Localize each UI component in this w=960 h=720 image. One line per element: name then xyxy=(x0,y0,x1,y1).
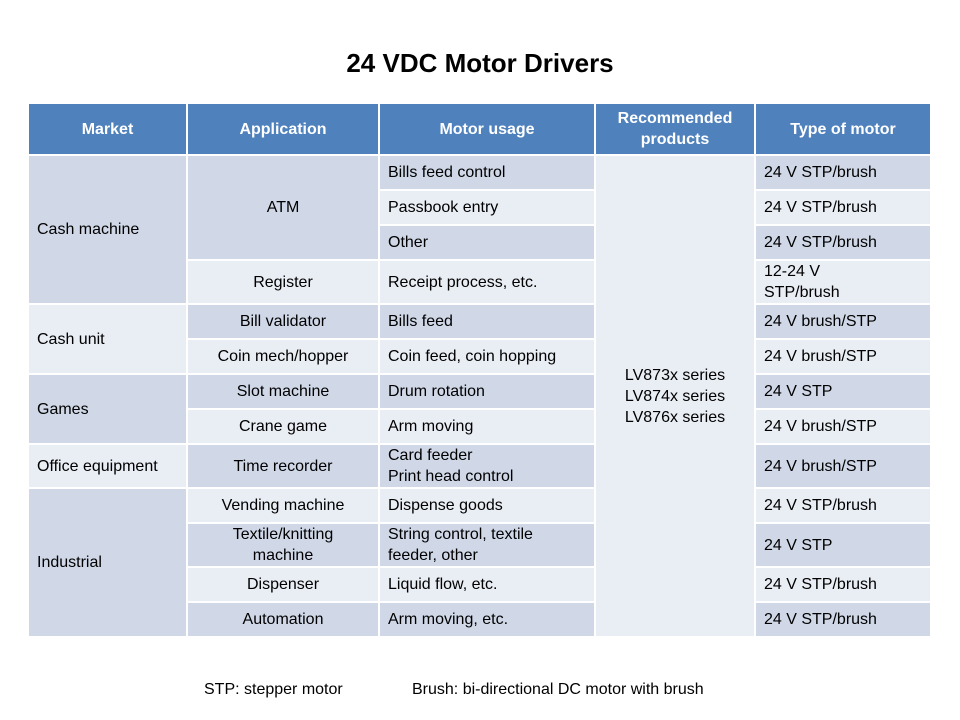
motor-type-cell: 24 V brush/STP xyxy=(755,444,931,488)
recommended-products-cell xyxy=(595,155,755,637)
usage-cell: Bills feed control xyxy=(379,155,595,190)
application-coin-mech: Coin mech/hopper xyxy=(187,339,379,374)
recommended-line2: LV874x series xyxy=(624,387,726,405)
market-office-equipment: Office equipment xyxy=(28,444,187,488)
market-cash-machine: Cash machine xyxy=(28,155,187,304)
header-application: Application xyxy=(187,103,379,155)
motor-type-cell: 24 V brush/STP xyxy=(755,304,931,339)
usage-cell: Bills feed xyxy=(379,304,595,339)
application-dispenser: Dispenser xyxy=(187,567,379,602)
usage-cell xyxy=(379,444,595,488)
table-row xyxy=(28,374,931,409)
usage-cell: Arm moving xyxy=(379,409,595,444)
header-type-of-motor: Type of motor xyxy=(755,103,931,155)
market-games: Games xyxy=(28,374,187,444)
application-vending-machine: Vending machine xyxy=(187,488,379,523)
usage-cell: Dispense goods xyxy=(379,488,595,523)
header-recommended-line1: Recommended xyxy=(617,110,733,127)
motor-type-line1: 12-24 V xyxy=(764,263,821,280)
usage-line1: String control, textile xyxy=(388,526,533,543)
motor-type-cell xyxy=(755,260,931,304)
application-slot-machine: Slot machine xyxy=(187,374,379,409)
application-line2: machine xyxy=(252,547,314,564)
application-time-recorder: Time recorder xyxy=(187,444,379,488)
usage-cell: Arm moving, etc. xyxy=(379,602,595,637)
table-row xyxy=(28,444,931,488)
footnote-brush: Brush: bi-directional DC motor with brush xyxy=(412,681,704,698)
page-title: 24 VDC Motor Drivers xyxy=(346,48,614,78)
table-row xyxy=(28,155,931,190)
motor-type-cell: 24 V STP/brush xyxy=(755,190,931,225)
usage-line1: Card feeder xyxy=(388,447,473,464)
application-automation: Automation xyxy=(187,602,379,637)
table-header-row xyxy=(28,103,931,155)
motor-type-cell: 24 V brush/STP xyxy=(755,409,931,444)
table-row xyxy=(28,304,931,339)
motor-type-cell: 24 V STP/brush xyxy=(755,225,931,260)
market-industrial: Industrial xyxy=(28,488,187,637)
application-textile-machine xyxy=(187,523,379,567)
usage-line2: Print head control xyxy=(388,468,514,485)
table-row xyxy=(28,488,931,523)
application-atm: ATM xyxy=(187,155,379,260)
motor-type-cell: 24 V STP xyxy=(755,523,931,567)
usage-cell xyxy=(379,523,595,567)
usage-cell: Liquid flow, etc. xyxy=(379,567,595,602)
usage-cell: Coin feed, coin hopping xyxy=(379,339,595,374)
motor-driver-table xyxy=(27,102,932,638)
motor-type-cell: 24 V STP/brush xyxy=(755,602,931,637)
header-recommended-line2: products xyxy=(640,131,710,148)
application-register: Register xyxy=(187,260,379,304)
application-crane-game: Crane game xyxy=(187,409,379,444)
footnote-stp: STP: stepper motor xyxy=(204,681,343,698)
header-market: Market xyxy=(28,103,187,155)
motor-type-cell: 24 V STP/brush xyxy=(755,488,931,523)
application-bill-validator: Bill validator xyxy=(187,304,379,339)
usage-cell: Drum rotation xyxy=(379,374,595,409)
application-line1: Textile/knitting xyxy=(232,526,334,543)
market-cash-unit: Cash unit xyxy=(28,304,187,374)
recommended-line3: LV876x series xyxy=(624,408,726,426)
usage-line2: feeder, other xyxy=(388,547,478,564)
usage-cell: Other xyxy=(379,225,595,260)
recommended-line1: LV873x series xyxy=(624,366,726,384)
header-recommended-products xyxy=(595,103,755,155)
usage-cell: Receipt process, etc. xyxy=(379,260,595,304)
motor-type-line2: STP/brush xyxy=(764,284,840,301)
usage-cell: Passbook entry xyxy=(379,190,595,225)
motor-type-cell: 24 V STP/brush xyxy=(755,567,931,602)
motor-type-cell: 24 V STP/brush xyxy=(755,155,931,190)
header-motor-usage: Motor usage xyxy=(379,103,595,155)
motor-type-cell: 24 V brush/STP xyxy=(755,339,931,374)
motor-type-cell: 24 V STP xyxy=(755,374,931,409)
